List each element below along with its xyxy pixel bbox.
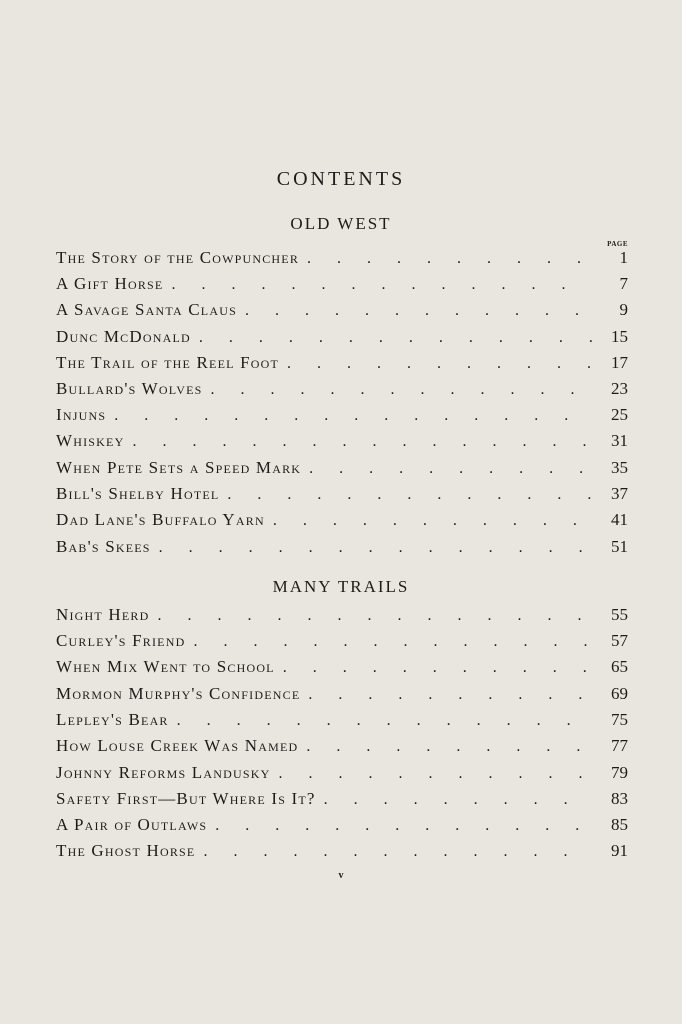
toc-entry[interactable] <box>56 657 628 679</box>
dot-leader <box>316 791 592 809</box>
toc-entry-page: 69 <box>611 684 628 703</box>
toc-entry-page: 25 <box>611 405 628 424</box>
toc-entry-title: A Savage Santa Claus <box>56 300 237 319</box>
toc-entry-title: How Louse Creek Was Named <box>56 736 299 755</box>
toc-entry-page: 57 <box>611 631 628 650</box>
toc-entry[interactable] <box>56 405 628 427</box>
toc-entry-page: 15 <box>611 327 628 346</box>
toc-entry-title: Dad Lane's Buffalo Yarn <box>56 510 265 529</box>
toc-entry[interactable] <box>56 248 628 270</box>
toc-entry-page: 79 <box>611 763 628 782</box>
toc-entry-title: Bab's Skees <box>56 537 151 556</box>
toc-entry[interactable] <box>56 605 628 627</box>
dot-leader <box>270 765 592 783</box>
toc-entry-title: Curley's Friend <box>56 631 186 650</box>
dot-leader <box>301 460 592 478</box>
toc-entry-title: Whiskey <box>56 431 125 450</box>
toc-entry[interactable] <box>56 789 628 811</box>
toc-entry-title: Mormon Murphy's Confidence <box>56 684 301 703</box>
dot-leader <box>191 329 592 347</box>
toc-entry[interactable] <box>56 815 628 837</box>
dot-leader <box>299 250 592 268</box>
toc-entry[interactable] <box>56 458 628 480</box>
toc-entry[interactable] <box>56 631 628 653</box>
toc-entry[interactable] <box>56 484 628 506</box>
dot-leader <box>151 539 592 557</box>
toc-entry-page: 23 <box>611 379 628 398</box>
toc-entry-page: 31 <box>611 431 628 450</box>
toc-entry[interactable] <box>56 274 628 296</box>
toc-entry-title: A Gift Horse <box>56 274 164 293</box>
toc-entry-page: 77 <box>611 736 628 755</box>
toc-entry-title: Safety First—But Where Is It? <box>56 789 316 808</box>
toc-entry[interactable] <box>56 510 628 532</box>
toc-entry[interactable] <box>56 327 628 349</box>
folio: v <box>338 870 344 881</box>
toc-entry-title: When Mix Went to School <box>56 657 275 676</box>
toc-entry-page: 7 <box>619 274 628 293</box>
section-heading-many-trails: MANY TRAILS <box>272 577 410 596</box>
toc-entry-page: 51 <box>611 537 628 556</box>
dot-leader <box>163 276 592 294</box>
toc-entry-page: 1 <box>619 248 628 267</box>
dot-leader <box>298 738 592 756</box>
toc-entry-page: 9 <box>619 300 628 319</box>
page-title: CONTENTS <box>276 168 406 190</box>
toc-entry-page: 35 <box>611 458 628 477</box>
toc-entry[interactable] <box>56 841 628 863</box>
toc-entry-page: 75 <box>611 710 628 729</box>
toc-entry-page: 17 <box>611 353 628 372</box>
toc-entry[interactable] <box>56 431 628 453</box>
toc-entry[interactable] <box>56 684 628 706</box>
dot-leader <box>185 633 592 651</box>
toc-entry-title: When Pete Sets a Speed Mark <box>56 458 302 477</box>
dot-leader <box>300 686 592 704</box>
dot-leader <box>279 355 592 373</box>
toc-entry-page: 83 <box>611 789 628 808</box>
dot-leader <box>275 659 592 677</box>
toc-entry-title: The Trail of the Reel Foot <box>56 353 280 372</box>
toc-entry-title: Bill's Shelby Hotel <box>56 484 220 503</box>
toc-entry-title: Dunc McDonald <box>56 327 191 346</box>
toc-entry[interactable] <box>56 353 628 375</box>
toc-entry-page: 65 <box>611 657 628 676</box>
toc-entry-page: 37 <box>611 484 628 503</box>
toc-entry[interactable] <box>56 763 628 785</box>
dot-leader <box>106 407 592 425</box>
section-heading-old-west: OLD WEST <box>290 214 392 233</box>
dot-leader <box>237 302 592 320</box>
toc-entry[interactable] <box>56 710 628 732</box>
toc-entry-title: The Ghost Horse <box>56 841 196 860</box>
toc-entry-title: Lepley's Bear <box>56 710 169 729</box>
dot-leader <box>149 607 592 625</box>
dot-leader <box>195 843 592 861</box>
dot-leader <box>207 817 592 835</box>
toc-entry-title: Bullard's Wolves <box>56 379 203 398</box>
toc-entry-title: The Story of the Cowpuncher <box>56 248 300 267</box>
toc-entry-page: 85 <box>611 815 628 834</box>
toc-entry[interactable] <box>56 736 628 758</box>
toc-entry[interactable] <box>56 537 628 559</box>
toc-entry-page: 55 <box>611 605 628 624</box>
dot-leader <box>265 512 592 530</box>
dot-leader <box>219 486 592 504</box>
page-column-label: PAGE <box>607 240 628 248</box>
toc-entry[interactable] <box>56 300 628 322</box>
dot-leader <box>169 712 592 730</box>
dot-leader <box>124 433 592 451</box>
toc-entry-title: Injuns <box>56 405 107 424</box>
toc-entry-title: Johnny Reforms Landusky <box>56 763 271 782</box>
toc-entry-title: Night Herd <box>56 605 150 624</box>
toc-entry-page: 41 <box>611 510 628 529</box>
toc-entry-page: 91 <box>611 841 628 860</box>
dot-leader <box>203 381 593 399</box>
toc-entry[interactable] <box>56 379 628 401</box>
toc-entry-title: A Pair of Outlaws <box>56 815 208 834</box>
